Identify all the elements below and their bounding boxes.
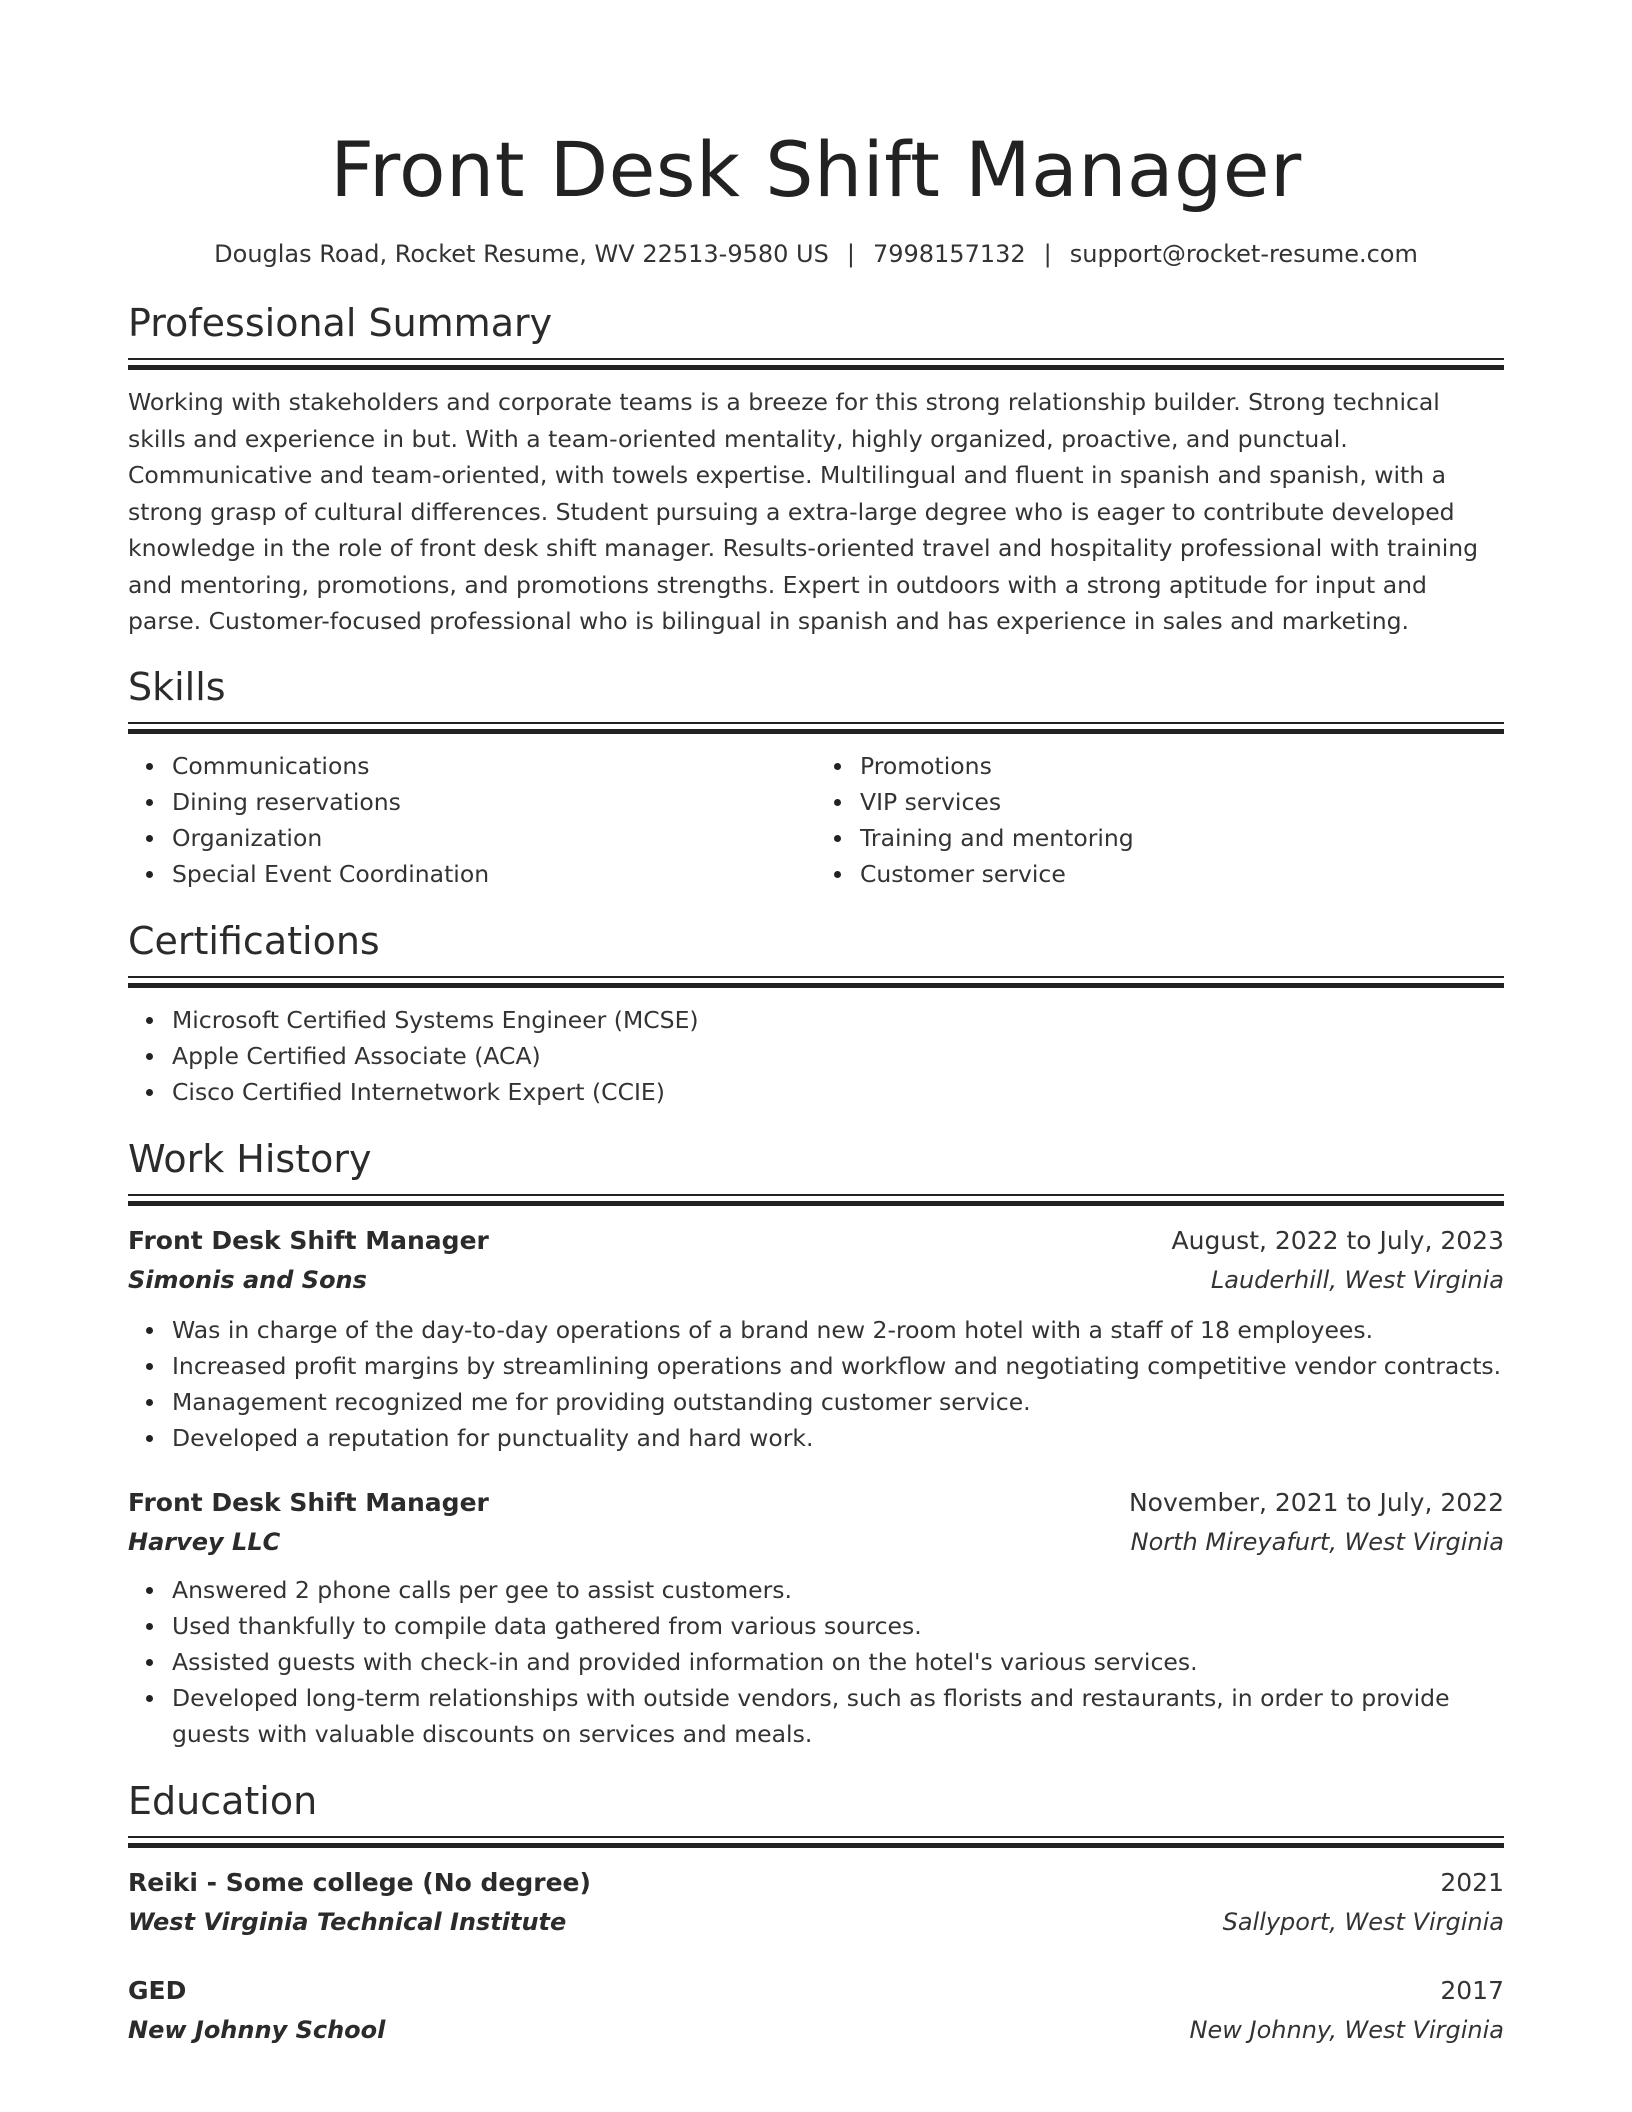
- job-bullet: Developed a reputation for punctuality and hard work.: [172, 1420, 1504, 1456]
- skill-item: Communications: [172, 748, 816, 784]
- contact-phone: 7998157132: [872, 240, 1026, 268]
- job-dates: August, 2022 to July, 2023: [1171, 1225, 1504, 1255]
- bullet-icon: [146, 871, 153, 878]
- bullet-icon: [146, 1053, 153, 1060]
- job-bullet: Assisted guests with check-in and provided information on the hotel's various services.: [172, 1644, 1504, 1680]
- education-school: West Virginia Technical Institute: [128, 1907, 567, 1936]
- education-year: 2021: [1440, 1867, 1504, 1897]
- contact-separator: |: [1043, 240, 1052, 268]
- education-entry: [128, 1972, 1504, 2050]
- education-section: [128, 1778, 1504, 2050]
- job-company: Simonis and Sons: [128, 1265, 367, 1294]
- skills-list-right: [816, 748, 1504, 892]
- bullet-icon: [146, 1399, 153, 1406]
- bullet-icon: [834, 799, 841, 806]
- bullet-icon: [146, 799, 153, 806]
- section-divider: [128, 1836, 1504, 1848]
- certification-item: Cisco Certified Internetwork Expert (CCIE): [172, 1074, 1504, 1110]
- contact-line: [128, 238, 1504, 270]
- bullet-icon: [834, 763, 841, 770]
- skill-item: Organization: [172, 820, 816, 856]
- job-company: Harvey LLC: [128, 1527, 281, 1556]
- bullet-icon: [146, 1017, 153, 1024]
- education-degree: Reiki - Some college (No degree): [128, 1867, 591, 1897]
- section-divider: [128, 976, 1504, 988]
- section-divider: [128, 1194, 1504, 1206]
- certification-item: Microsoft Certified Systems Engineer (MCSE): [172, 1002, 1504, 1038]
- section-divider: [128, 722, 1504, 734]
- bullet-icon: [146, 1659, 153, 1666]
- education-school: New Johnny School: [128, 2015, 386, 2044]
- skill-item: Promotions: [860, 748, 1504, 784]
- job-title: Front Desk Shift Manager: [128, 1225, 489, 1255]
- job-bullets: [128, 1312, 1504, 1456]
- section-title-work-history: Work History: [128, 1136, 372, 1181]
- skill-item: Training and mentoring: [860, 820, 1504, 856]
- education-location: Sallyport, West Virginia: [1222, 1907, 1504, 1936]
- job-dates: November, 2021 to July, 2022: [1128, 1487, 1504, 1517]
- candidate-name: Front Desk Shift Manager: [330, 125, 1302, 214]
- bullet-icon: [146, 1363, 153, 1370]
- skills-section: [128, 664, 1504, 892]
- section-title-summary: Professional Summary: [128, 301, 553, 345]
- job-bullet: Used thankfully to compile data gathered from various sources.: [172, 1608, 1504, 1644]
- job-bullet: Management recognized me for providing outstanding customer service.: [172, 1384, 1504, 1420]
- job-bullet: Answered 2 phone calls per gee to assist customers.: [172, 1572, 1504, 1608]
- certification-item: Apple Certified Associate (ACA): [172, 1038, 1504, 1074]
- contact-address: Douglas Road, Rocket Resume, WV 22513-9580 US: [214, 240, 829, 268]
- bullet-icon: [146, 1435, 153, 1442]
- job-entry: [128, 1484, 1504, 1752]
- contact-separator: |: [846, 240, 855, 268]
- education-entry: [128, 1864, 1504, 1942]
- job-bullet: Developed long-term relationships with outside vendors, such as florists and restaurants, in order to provide guests with valuable discounts on services and meals.: [172, 1680, 1504, 1752]
- skill-item: Dining reservations: [172, 784, 816, 820]
- bullet-icon: [834, 871, 841, 878]
- education-location: New Johnny, West Virginia: [1189, 2015, 1504, 2044]
- skill-item: Special Event Coordination: [172, 856, 816, 892]
- contact-email[interactable]: support@rocket-resume.com: [1069, 240, 1418, 268]
- job-bullet: Was in charge of the day-to-day operations of a brand new 2-room hotel with a staff of 18 employees.: [172, 1312, 1504, 1348]
- bullet-icon: [146, 1089, 153, 1096]
- section-divider: [128, 358, 1504, 370]
- bullet-icon: [146, 763, 153, 770]
- certifications-list: [128, 1002, 1504, 1110]
- skills-list-left: [128, 748, 816, 892]
- bullet-icon: [146, 1623, 153, 1630]
- summary-section: [128, 300, 1504, 640]
- section-title-certifications: Certifications: [128, 918, 380, 963]
- job-location: North Mireyafurt, West Virginia: [1130, 1527, 1504, 1556]
- job-title: Front Desk Shift Manager: [128, 1487, 489, 1517]
- bullet-icon: [146, 1327, 153, 1334]
- section-title-skills: Skills: [128, 664, 226, 709]
- job-location: Lauderhill, West Virginia: [1210, 1265, 1504, 1294]
- bullet-icon: [146, 835, 153, 842]
- resume-page: [128, 0, 1504, 2050]
- education-year: 2017: [1440, 1975, 1504, 2005]
- skill-item: Customer service: [860, 856, 1504, 892]
- summary-text: Working with stakeholders and corporate teams is a breeze for this strong relationship builder. Strong technical skills and experience in but. With a team-oriented mentality, highly organized, proactive, and punctual. Communicative and team-oriented, with towels expertise. Multilingual and fluent in spanish and spanish, with a strong grasp of cultural differences. Student pursuing a extra-large degree who is eager to contribute developed knowledge in the role of front desk shift manager. Results-oriented travel and hospitality professional with training and mentoring, promotions, and promotions strengths. Expert in outdoors with a strong aptitude for input and parse. Customer-focused professional who is bilingual in spanish and has experience in sales and marketing.: [128, 388, 1479, 635]
- work-history-section: [128, 1136, 1504, 1752]
- section-title-education: Education: [128, 1778, 318, 1823]
- skills-columns: [128, 748, 1504, 892]
- bullet-icon: [834, 835, 841, 842]
- job-bullet: Increased profit margins by streamlining operations and workflow and negotiating competitive vendor contracts.: [172, 1348, 1504, 1384]
- certifications-section: [128, 918, 1504, 1110]
- education-degree: GED: [128, 1975, 187, 2005]
- bullet-icon: [146, 1695, 153, 1702]
- bullet-icon: [146, 1587, 153, 1594]
- skill-item: VIP services: [860, 784, 1504, 820]
- job-bullets: [128, 1572, 1504, 1752]
- job-entry: [128, 1222, 1504, 1456]
